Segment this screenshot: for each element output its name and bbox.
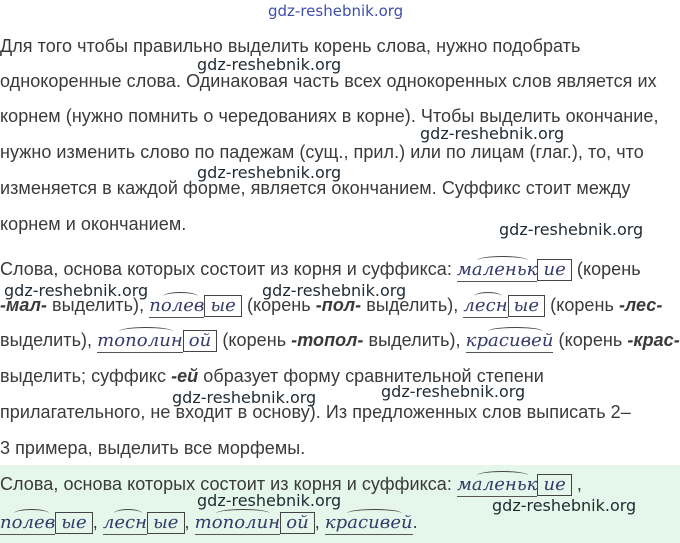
task-line: 3 примера, выделить все морфемы. [0,438,306,458]
answer-word-polevye [0,512,93,533]
task-line: Для того чтобы правильно выделить корень слова, нужно подобрать [0,36,581,56]
word-malenkie [457,259,572,280]
word-topolinoy [97,330,217,351]
task-line: корнем (нужно помнить о чередованиях в корне). Чтобы выделить окончание, [0,106,659,126]
root-les: -лес- [618,295,663,315]
task-line: прилагательного, не входит в основу). Из предложенных слов выписать 2– [0,402,631,422]
text-fragment: (корень [545,295,619,315]
text-fragment: (корень [241,295,316,315]
answer-word-krasivey [325,512,413,533]
watermark: gdz-reshebnik.org [197,55,342,74]
task-example-line [0,366,544,387]
comma: , [571,474,582,494]
word-stem: маленьк [456,474,538,495]
watermark: gdz-reshebnik.org [172,388,317,407]
answer-intro: Слова, основа которых состоит из корня и суффикса: [0,474,457,494]
watermark: gdz-reshebnik.org [262,281,407,300]
task-example-line [0,330,680,353]
text-fragment: (корень [553,330,628,350]
word-stem: тополин [194,512,281,533]
text-fragment: выделить), [361,295,464,315]
word-ending: ые [55,512,92,534]
word-ending: ой [280,512,315,534]
word-ending: ые [508,295,545,317]
example-intro: Слова, основа которых состоит из корня и суффикса: [0,259,457,279]
text-fragment: (корень [217,330,292,350]
text-fragment: выделить), [46,295,150,315]
comma: , [314,512,325,532]
answer-word-lesnye [103,512,185,533]
watermark: gdz-reshebnik.org [492,496,637,515]
answer-word-malenkie [457,474,572,495]
task-line: изменяется в каждой форме, является окончанием. Суффикс стоит между [0,178,631,198]
root-pol: -пол- [315,295,362,315]
word-ending: ые [204,295,241,317]
text-fragment: выделить), [363,330,466,350]
task-example-line [0,295,662,318]
word-ending: ие [537,259,571,281]
root-topol: -топол- [291,330,364,350]
word-stem: тополин [97,330,183,351]
answer-word-topolinoy [195,512,315,533]
answer-line [0,512,418,535]
watermark: gdz-reshebnik.org [268,2,404,20]
text-fragment: образует форму сравнительной степени [198,366,544,386]
word-ending: ой [183,330,218,352]
word-stem: маленьк [456,259,538,280]
word-stem: полев [149,295,205,316]
comma: , [184,512,195,532]
watermark: gdz-reshebnik.org [4,281,149,300]
word-polevye [149,295,242,316]
watermark: gdz-reshebnik.org [381,382,526,401]
root-mal: -мал- [0,295,47,315]
word-stem: лесн [102,512,148,533]
example-note: (корень [571,259,641,279]
word-stem: лесн [463,295,508,316]
period: . [412,512,418,532]
word-stem: красивей [324,512,413,533]
word-lesnye [463,295,545,316]
word-ending: ые [147,512,184,534]
comma: , [92,512,103,532]
task-example-line [0,259,641,282]
word-stem: полев [0,512,56,533]
word-krasivey [466,330,554,351]
suffix-ey: -ей [171,366,199,386]
text-fragment: выделить), [0,330,98,350]
word-stem: красивей [465,330,554,351]
root-kras: -крас- [627,330,680,350]
watermark: gdz-reshebnik.org [197,491,342,510]
watermark: gdz-reshebnik.org [420,124,565,143]
task-line: нужно изменить слово по падежам (сущ., прил.) или по лицам (глаг.), то, что [0,142,644,162]
text-fragment: выделить; суффикс [0,366,172,386]
watermark: gdz-reshebnik.org [197,163,342,182]
task-line: корнем и окончанием. [0,214,187,234]
task-line: однокоренные слова. Одинаковая часть всех однокоренных слов является их [0,71,657,91]
watermark: gdz-reshebnik.org [499,220,644,239]
word-ending: ие [537,474,571,496]
